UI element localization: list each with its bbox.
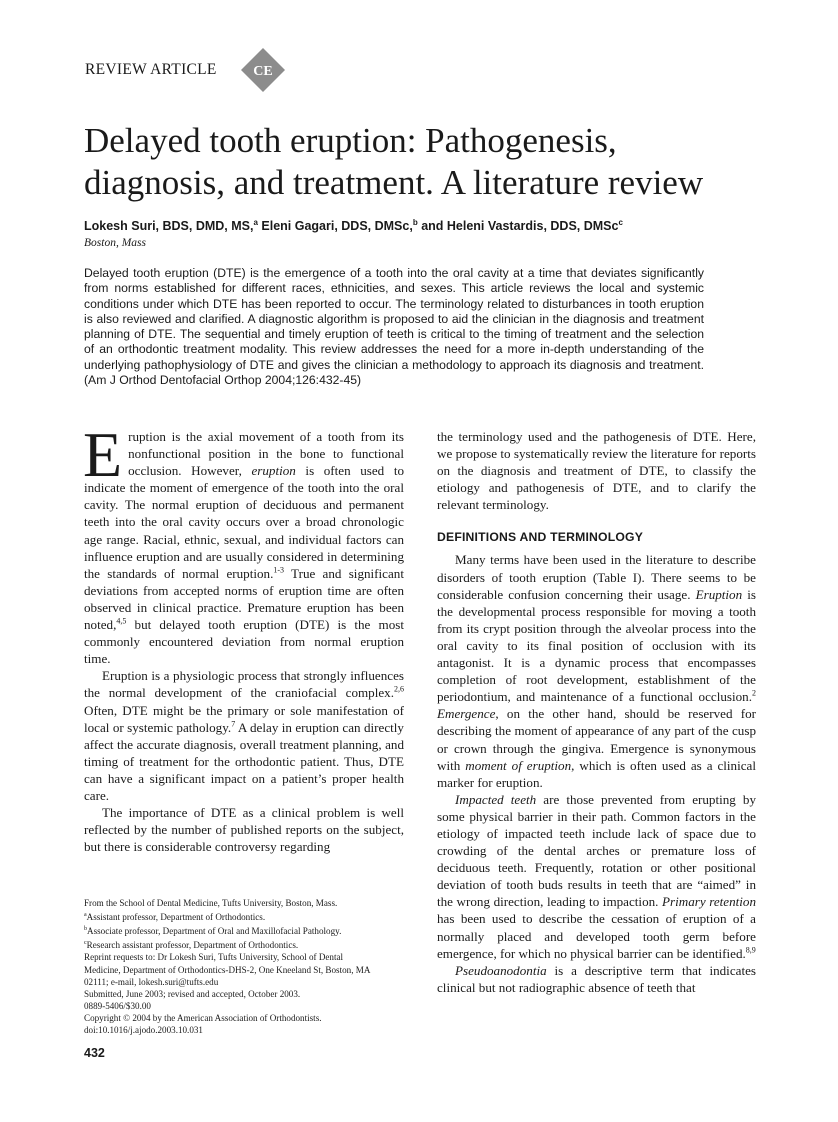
article-title: Delayed tooth eruption: Pathogenesis, diagnosis, and treatment. A literature review bbox=[84, 121, 704, 202]
text-run: are those prevented from erupting by some physical barrier in their path. Common factors in the etiology of impacted teeth include lack of space due to crowding of the dental arches or premature loss of deciduous teeth. Frequently, rotation or other positional deviation of tooth buds results in teeth that are “aimed” in the wrong direction, leading to impaction. bbox=[437, 791, 757, 910]
author-line bbox=[84, 218, 623, 233]
text-run: has been used to describe the cessation of eruption of a normally placed and developed tooth germ before emergence, for which no physical barrier can be identified. bbox=[437, 911, 756, 961]
emphasis: eruption bbox=[251, 463, 296, 479]
footnote: 0889-5406/$30.00 bbox=[84, 1000, 151, 1011]
section-heading: DEFINITIONS AND TERMINOLOGY bbox=[437, 530, 644, 545]
text-run: ruption is the axial movement of a tooth from its nonfunctional position in the bone to functional occlusion. However, bbox=[128, 429, 404, 479]
logo-text: CE bbox=[253, 64, 273, 79]
body-paragraph bbox=[437, 551, 756, 790]
citation: 8,9 bbox=[745, 945, 756, 955]
emphasis: Primary retention bbox=[662, 894, 757, 910]
footnote bbox=[84, 923, 404, 937]
emphasis: Impacted teeth bbox=[455, 791, 537, 807]
footnote: Submitted, June 2003; revised and accepted, October 2003. bbox=[84, 988, 301, 999]
body-paragraph: the terminology used and the pathogenesis of DTE. Here, we propose to systematically review the literature for reports on the diagnosis and treatment of DTE, to classify the etiology and pathogenesis of DTE, and to clarify the relevant terminology. bbox=[437, 429, 756, 513]
author-location: Boston, Mass bbox=[84, 237, 146, 249]
affiliation-mark: c bbox=[618, 218, 623, 227]
citation: 4,5 bbox=[116, 616, 127, 626]
emphasis: Pseudoanodontia bbox=[455, 962, 547, 978]
citation: 2,6 bbox=[394, 685, 404, 695]
footnote: Copyright © 2004 by the American Association of Orthodontists. bbox=[84, 1012, 322, 1023]
text-run: Many terms have been used in the literature to describe disorders of tooth eruption (Table I). There seems to be considerable confusion concerning their usage. bbox=[437, 552, 756, 602]
footnote-mark: c bbox=[84, 940, 87, 947]
footnote: 02111; e-mail, lokesh.suri@tufts.edu bbox=[84, 976, 219, 987]
body-column-left bbox=[83, 419, 404, 855]
author-1: Lokesh Suri, BDS, DMD, MS, bbox=[84, 219, 254, 234]
citation: 7 bbox=[231, 719, 236, 729]
emphasis: Emergence bbox=[437, 706, 496, 722]
text-run: Eruption is a physiologic process that strongly influences the normal development of the craniofacial complex. bbox=[84, 668, 404, 701]
body-paragraph bbox=[83, 419, 404, 667]
text-run: is a descriptive term that indicates clinical but not radiographic absence of teeth that bbox=[437, 962, 756, 995]
footnote-text: Associate professor, Department of Oral and Maxillofacial Pathology. bbox=[87, 926, 342, 937]
affiliation-mark: b bbox=[412, 218, 418, 227]
text-run: True and significant deviations from accepted norms of eruption time are often observed in clinical practice. Premature eruption has been noted, bbox=[84, 565, 404, 633]
text-run: , which is often used as a clinical marker for eruption. bbox=[437, 757, 756, 790]
text-run: A delay in eruption can directly affect the accurate diagnosis, overall treatment planning, and timing of treatment for the orthodontic patient. Thus, DTE can have a significant impact on a patient’s proper health care. bbox=[84, 719, 404, 803]
citation: 2 bbox=[752, 688, 756, 698]
author-3: and Heleni Vastardis, DDS, DMSc bbox=[417, 219, 619, 234]
text-run: is often used to indicate the moment of emergence of the tooth into the oral cavity. The normal eruption of deciduous and permanent teeth into the oral cavity occurs over a broad chronologic age range. Racial, ethnic, sexual, and individual factors can influence eruption and are usually considered in determining the standards of normal eruption. bbox=[84, 463, 404, 581]
body-paragraph bbox=[437, 962, 756, 996]
ce-logo bbox=[240, 47, 286, 93]
footnotes bbox=[84, 897, 404, 1036]
footnote: Medicine, Department of Orthodontics-DHS-2, One Kneeland St, Boston, MA bbox=[84, 964, 371, 975]
emphasis: Eruption bbox=[695, 586, 743, 602]
section-label: REVIEW ARTICLE bbox=[85, 61, 217, 78]
footnote: Reprint requests to: Dr Lokesh Suri, Tufts University, School of Dental bbox=[84, 952, 344, 963]
page-number: 432 bbox=[84, 1046, 105, 1060]
abstract: Delayed tooth eruption (DTE) is the emergence of a tooth into the oral cavity at a time that deviates significantly from norms established for different races, ethnicities, and sexes. This article reviews the local and systemic conditions under which DTE has been reported to occur. The terminology related to disturbances in tooth eruption is also reviewed and clarified. A diagnostic algorithm is proposed to aid the clinician in the diagnosis and treatment planning of DTE. The sequential and timely eruption of teeth is critical to the timing of treatment and the selection of an orthodontic treatment modality. This review addresses the need for a more in-depth understanding of the underlying pathophysiology of DTE and gives the clinician a methodology to approach its diagnosis and treatment. (Am J Orthod Dentofacial Orthop 2004;126:432-45) bbox=[84, 266, 704, 388]
author-2: Eleni Gagari, DDS, DMSc, bbox=[257, 219, 413, 234]
footnote: doi:10.1016/j.ajodo.2003.10.031 bbox=[84, 1025, 203, 1036]
footnote-text: Research assistant professor, Department of Orthodontics. bbox=[86, 940, 299, 951]
citation: 1-3 bbox=[273, 565, 285, 575]
body-column-right bbox=[437, 428, 756, 996]
drop-cap: E bbox=[83, 419, 123, 490]
affiliation-mark: a bbox=[253, 218, 258, 227]
text-run: is the developmental process responsible for moving a tooth from its crypt position through the alveolar process into the oral cavity to its final position of occlusion with its antagonist. It is a dynamic process that encompasses completion of root development, establishment of the periodontium, and maintenance of a functional occlusion. bbox=[437, 586, 756, 705]
footnote-mark: b bbox=[84, 926, 87, 933]
body-paragraph: The importance of DTE as a clinical problem is well reflected by the number of published reports on the subject, but there is considerable controversy regarding bbox=[84, 805, 404, 855]
text-run: , on the other hand, should be reserved for describing the moment of appearance of any part of the cusp or crown through the gingiva. Emergence is synonymous with bbox=[437, 706, 756, 773]
text-run: but delayed tooth eruption (DTE) is the most commonly encountered deviation from normal eruption time. bbox=[84, 617, 404, 667]
emphasis: moment of eruption bbox=[465, 757, 572, 773]
text-run: Often, DTE might be the primary or sole manifestation of local or systemic pathology. bbox=[84, 702, 404, 735]
body-paragraph bbox=[84, 667, 404, 804]
footnote-text: Assistant professor, Department of Orthodontics. bbox=[86, 912, 266, 923]
footnote-mark: a bbox=[84, 912, 87, 919]
footnote bbox=[84, 937, 404, 951]
footnote: From the School of Dental Medicine, Tufts University, Boston, Mass. bbox=[84, 898, 338, 908]
footnote bbox=[84, 909, 404, 923]
body-paragraph bbox=[437, 791, 756, 962]
